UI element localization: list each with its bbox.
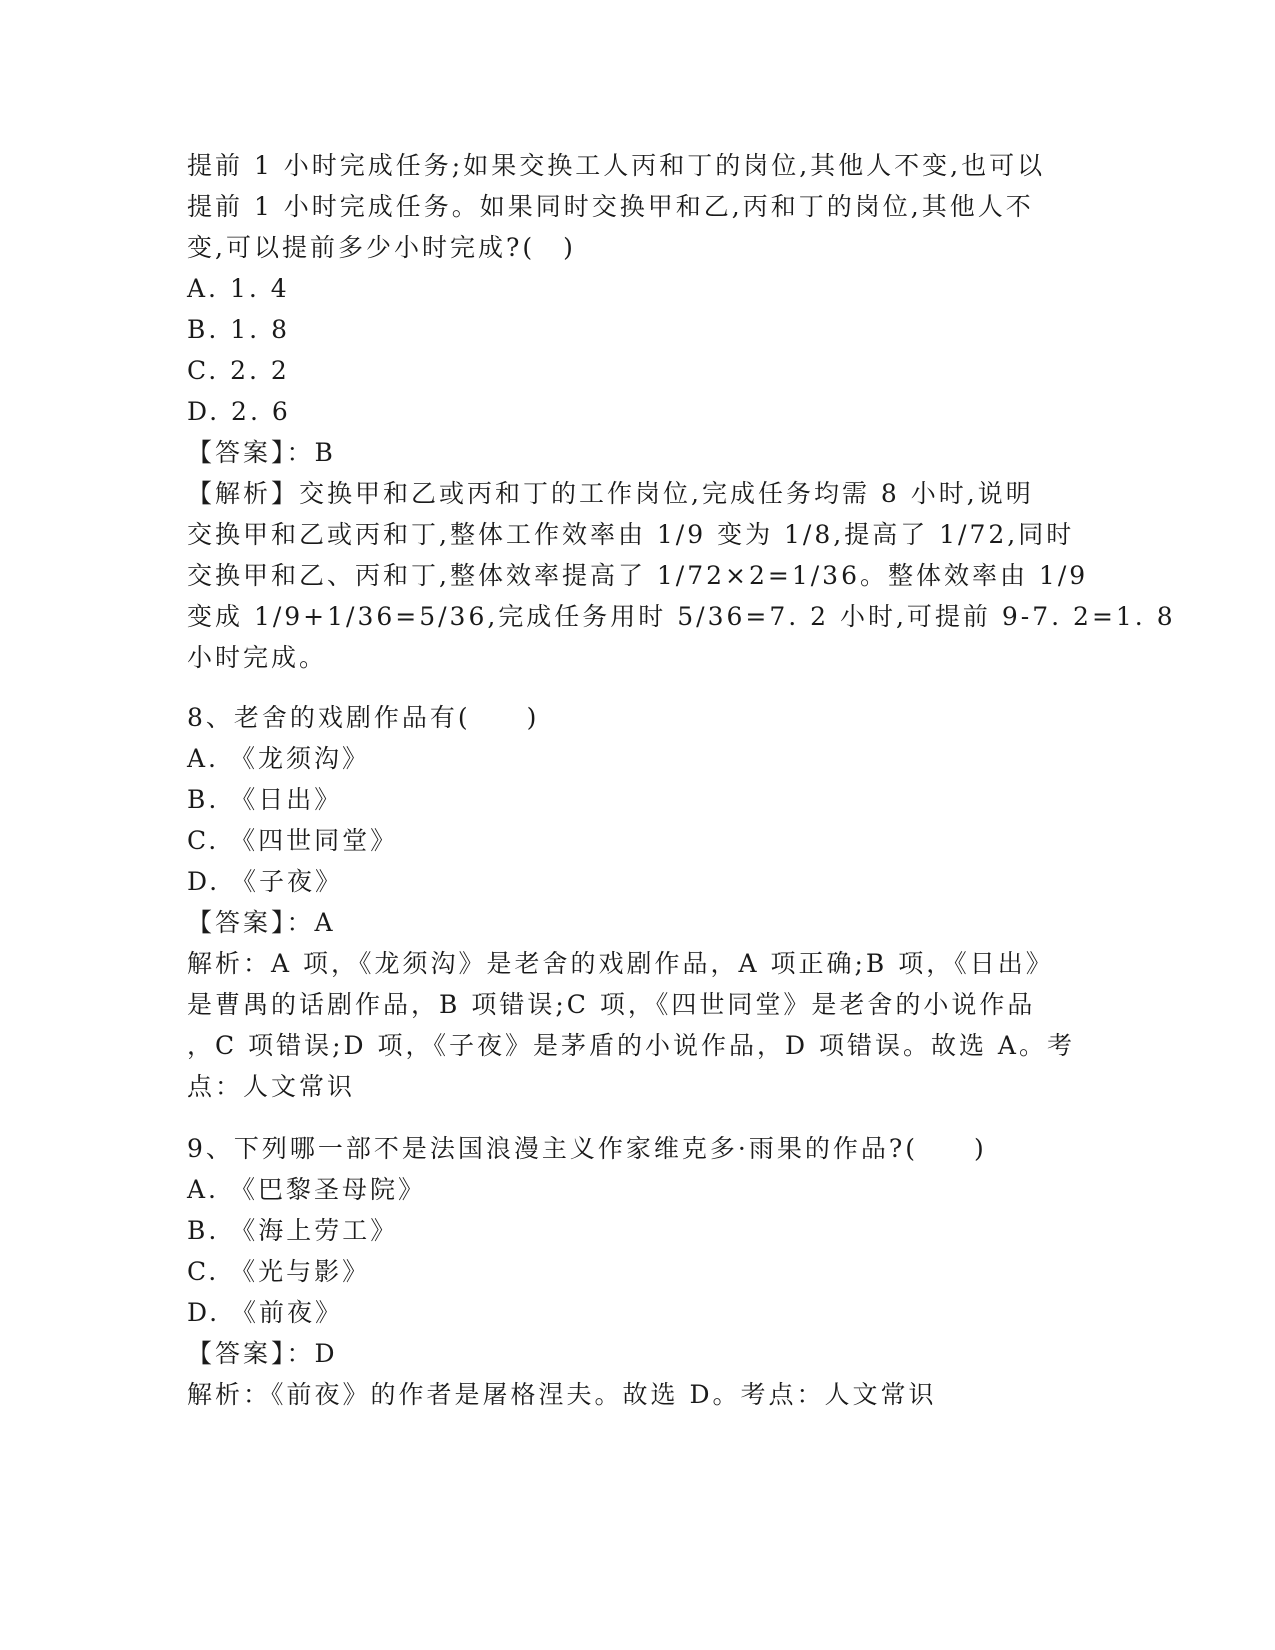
q7-option-d: D. 2. 6 [187,397,291,426]
q8-option-c: C. 《四世同堂》 [187,826,399,855]
q7-explanation-line-2: 交换甲和乙或丙和丁,整体工作效率由 1/9 变为 1/8,提高了 1/72,同时 [187,520,1075,549]
q9-option-d: D. 《前夜》 [187,1298,344,1327]
q8-question: 8、老舍的戏剧作品有( ) [187,703,540,732]
q7-explanation-line-1: 【解析】交换甲和乙或丙和丁的工作岗位,完成任务均需 8 小时,说明 [187,479,1034,508]
q8-explanation-line-1: 解析：A 项，《龙须沟》是老舍的戏剧作品，A 项正确;B 项，《日出》 [187,949,1054,978]
q7-answer: 【答案】：B [187,438,336,467]
q8-explanation-line-3: ，C 项错误;D 项，《子夜》是茅盾的小说作品，D 项错误。故选 A。考 [187,1031,1075,1060]
q8-explanation-line-2: 是曹禺的话剧作品，B 项错误;C 项，《四世同堂》是老舍的小说作品 [187,990,1036,1019]
q7-explanation-line-4: 变成 1/9+1/36=5/36,完成任务用时 5/36=7. 2 小时,可提前 9-7. 2=1. 8 [187,602,1176,631]
q9-option-a: A. 《巴黎圣母院》 [187,1175,426,1204]
q7-stem-line-1: 提前 1 小时完成任务;如果交换工人丙和丁的岗位,其他人不变,也可以 [187,151,1046,180]
q9-option-c: C. 《光与影》 [187,1257,371,1286]
q7-stem-line-3: 变,可以提前多少小时完成?( ) [187,233,576,262]
q8-explanation-line-4: 点：人文常识 [187,1072,356,1101]
q7-explanation-line-5: 小时完成。 [187,643,328,672]
q8-option-b: B. 《日出》 [187,785,343,814]
q8-option-d: D. 《子夜》 [187,867,344,896]
q7-explanation-line-3: 交换甲和乙、丙和丁,整体效率提高了 1/72×2=1/36。整体效率由 1/9 [187,561,1089,590]
q7-stem-line-2: 提前 1 小时完成任务。如果同时交换甲和乙,丙和丁的岗位,其他人不 [187,192,1034,221]
q9-answer: 【答案】：D [187,1339,338,1368]
q9-explanation-line-1: 解析：《前夜》的作者是屠格涅夫。故选 D。考点：人文常识 [187,1380,937,1409]
q9-option-b: B. 《海上劳工》 [187,1216,399,1245]
q7-option-b: B. 1. 8 [187,315,290,344]
q8-option-a: A. 《龙须沟》 [187,744,370,773]
q7-option-c: C. 2. 2 [187,356,290,385]
q8-answer: 【答案】：A [187,908,336,937]
q7-option-a: A. 1. 4 [187,274,290,303]
q9-question: 9、下列哪一部不是法国浪漫主义作家维克多·雨果的作品?( ) [187,1134,987,1163]
